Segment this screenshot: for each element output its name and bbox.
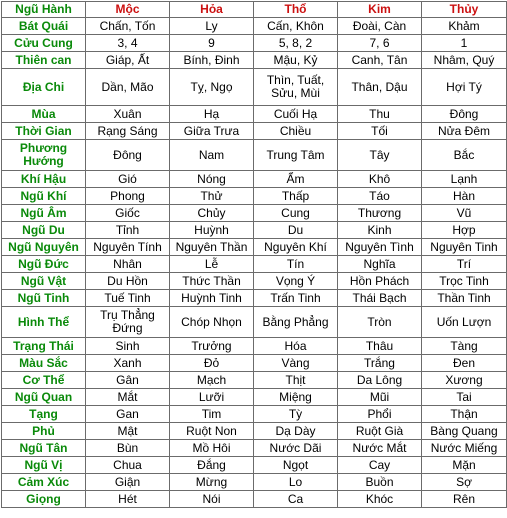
table-cell: Hợp xyxy=(422,222,507,239)
table-cell: Trưởng xyxy=(170,338,254,355)
table-cell: Thương xyxy=(338,205,422,222)
table-cell: Nhâm, Quý xyxy=(422,52,507,69)
table-cell: Nóng xyxy=(170,171,254,188)
table-cell: 9 xyxy=(170,35,254,52)
table-row xyxy=(2,338,507,355)
table-cell: Thử xyxy=(170,188,254,205)
column-header-hoa: Hỏa xyxy=(170,2,254,18)
table-row xyxy=(2,123,507,140)
table-row xyxy=(2,423,507,440)
table-cell: Bùn xyxy=(86,440,170,457)
row-header-cell: Ngũ Nguyên xyxy=(2,239,86,256)
table-cell: Ly xyxy=(170,18,254,35)
table-cell: Cấn, Khôn xyxy=(254,18,338,35)
table-row xyxy=(2,18,507,35)
table-cell: Thái Bạch xyxy=(338,290,422,307)
table-cell: Nhân xyxy=(86,256,170,273)
header-row xyxy=(2,2,507,18)
table-cell: Chiều xyxy=(254,123,338,140)
row-header-cell: Giọng xyxy=(2,491,86,508)
table-cell: Cuối Hạ xyxy=(254,106,338,123)
table-cell: Đoài, Càn xyxy=(338,18,422,35)
table-cell: Chua xyxy=(86,457,170,474)
table-cell: Hạ xyxy=(170,106,254,123)
table-row xyxy=(2,239,507,256)
table-cell: Mậu, Kỷ xyxy=(254,52,338,69)
table-cell: Trọc Tinh xyxy=(422,273,507,290)
table-cell: Uốn Lượn xyxy=(422,307,507,338)
table-cell: Ngọt xyxy=(254,457,338,474)
table-cell: Phổi xyxy=(338,406,422,423)
table-cell: Mặn xyxy=(422,457,507,474)
row-header-cell: Ngũ Tân xyxy=(2,440,86,457)
column-header-moc: Mộc xyxy=(86,2,170,18)
table-cell: Ca xyxy=(254,491,338,508)
table-cell: Nguyên Khí xyxy=(254,239,338,256)
table-cell: Thân, Dậu xyxy=(338,69,422,106)
table-row xyxy=(2,188,507,205)
table-cell: Cung xyxy=(254,205,338,222)
table-cell: Canh, Tân xyxy=(338,52,422,69)
table-row xyxy=(2,372,507,389)
table-row xyxy=(2,491,507,508)
table-cell: Thần Tinh xyxy=(422,290,507,307)
table-cell: Nước Miếng xyxy=(422,440,507,457)
row-header-cell: Cơ Thể xyxy=(2,372,86,389)
table-cell: Dần, Mão xyxy=(86,69,170,106)
table-cell: Đắng xyxy=(170,457,254,474)
table-row xyxy=(2,106,507,123)
table-cell: Nguyên Tính xyxy=(86,239,170,256)
row-header-cell: Ngũ Vị xyxy=(2,457,86,474)
column-header-tho: Thổ xyxy=(254,2,338,18)
table-cell: Nước Dãi xyxy=(254,440,338,457)
table-cell: Chấn, Tốn xyxy=(86,18,170,35)
table-cell: Mạch xyxy=(170,372,254,389)
table-row xyxy=(2,273,507,290)
table-cell: Thu xyxy=(338,106,422,123)
table-cell: Ẩm xyxy=(254,171,338,188)
table-cell: Thịt xyxy=(254,372,338,389)
table-cell: Tỳ xyxy=(254,406,338,423)
table-cell: Trung Tâm xyxy=(254,140,338,171)
table-cell: Da Lông xyxy=(338,372,422,389)
table-cell: Thức Thần xyxy=(170,273,254,290)
table-cell: Mồ Hôi xyxy=(170,440,254,457)
table-cell: Sợ xyxy=(422,474,507,491)
table-cell: Bắc xyxy=(422,140,507,171)
row-header-cell: Thiên can xyxy=(2,52,86,69)
table-cell: Bính, Đinh xyxy=(170,52,254,69)
table-cell: Bằng Phẳng xyxy=(254,307,338,338)
table-cell: Nói xyxy=(170,491,254,508)
row-header-cell: Ngũ Vật xyxy=(2,273,86,290)
row-header-cell: Mùa xyxy=(2,106,86,123)
table-cell: Xanh xyxy=(86,355,170,372)
table-row xyxy=(2,35,507,52)
table-cell: Đông xyxy=(422,106,507,123)
table-row xyxy=(2,440,507,457)
table-cell: 1 xyxy=(422,35,507,52)
table-row xyxy=(2,355,507,372)
table-cell: Cay xyxy=(338,457,422,474)
table-cell: Sinh xyxy=(86,338,170,355)
row-header-cell: Ngũ Du xyxy=(2,222,86,239)
table-cell: Chủy xyxy=(170,205,254,222)
table-row xyxy=(2,205,507,222)
row-header-cell: Bát Quái xyxy=(2,18,86,35)
table-row xyxy=(2,474,507,491)
table-cell: Huỳnh xyxy=(170,222,254,239)
table-cell: Miệng xyxy=(254,389,338,406)
table-cell: Nguyên Tinh xyxy=(422,239,507,256)
row-header-cell: Ngũ Tinh xyxy=(2,290,86,307)
table-cell: Vọng Ý xyxy=(254,273,338,290)
table-row xyxy=(2,290,507,307)
table-cell: Ruột Già xyxy=(338,423,422,440)
table-cell: Trắng xyxy=(338,355,422,372)
table-cell: Tàng xyxy=(422,338,507,355)
table-row xyxy=(2,52,507,69)
table-cell: Giốc xyxy=(86,205,170,222)
table-cell: Rên xyxy=(422,491,507,508)
table-cell: Giáp, Ất xyxy=(86,52,170,69)
table-row xyxy=(2,457,507,474)
row-header-cell: Hình Thể xyxy=(2,307,86,338)
row-header-cell: Tạng xyxy=(2,406,86,423)
table-cell: Hét xyxy=(86,491,170,508)
table-cell: Tuế Tinh xyxy=(86,290,170,307)
table-cell: Trí xyxy=(422,256,507,273)
table-cell: Khóc xyxy=(338,491,422,508)
table-cell: Khảm xyxy=(422,18,507,35)
table-cell: Lễ xyxy=(170,256,254,273)
table-cell: Khô xyxy=(338,171,422,188)
table-cell: Thâu xyxy=(338,338,422,355)
column-header-thuy: Thủy xyxy=(422,2,507,18)
table-cell: Nguyên Thần xyxy=(170,239,254,256)
row-header-cell: Phủ xyxy=(2,423,86,440)
table-cell: Mũi xyxy=(338,389,422,406)
table-cell: Tín xyxy=(254,256,338,273)
table-cell: Đỏ xyxy=(170,355,254,372)
table-cell: Xuân xyxy=(86,106,170,123)
table-cell: Vũ xyxy=(422,205,507,222)
table-cell: Dạ Dày xyxy=(254,423,338,440)
row-header-cell: Màu Sắc xyxy=(2,355,86,372)
table-cell: 5, 8, 2 xyxy=(254,35,338,52)
table-cell: Nam xyxy=(170,140,254,171)
table-cell: 3, 4 xyxy=(86,35,170,52)
table-cell: Gân xyxy=(86,372,170,389)
table-cell: Gan xyxy=(86,406,170,423)
table-cell: Vàng xyxy=(254,355,338,372)
table-cell: Mật xyxy=(86,423,170,440)
five-elements-table xyxy=(1,1,507,508)
table-cell: Bàng Quang xyxy=(422,423,507,440)
table-row xyxy=(2,69,507,106)
table-cell: Lưỡi xyxy=(170,389,254,406)
row-header-cell: Cảm Xúc xyxy=(2,474,86,491)
table-cell: Xương xyxy=(422,372,507,389)
table-row xyxy=(2,171,507,188)
row-header-cell: Khí Hậu xyxy=(2,171,86,188)
table-cell: Huỳnh Tinh xyxy=(170,290,254,307)
table-row xyxy=(2,256,507,273)
table-cell: Hàn xyxy=(422,188,507,205)
table-row xyxy=(2,389,507,406)
table-cell: Đen xyxy=(422,355,507,372)
table-cell: Thấp xyxy=(254,188,338,205)
table-cell: Du xyxy=(254,222,338,239)
row-header-cell: Trạng Thái xyxy=(2,338,86,355)
table-cell: Táo xyxy=(338,188,422,205)
table-cell: Giữa Trưa xyxy=(170,123,254,140)
table-cell: 7, 6 xyxy=(338,35,422,52)
table-cell: Tim xyxy=(170,406,254,423)
row-header-cell: Ngũ Quan xyxy=(2,389,86,406)
table-cell: Tỉnh xyxy=(86,222,170,239)
table-cell: Trụ Thẳng Đứng xyxy=(86,307,170,338)
table-cell: Nửa Đêm xyxy=(422,123,507,140)
row-header-cell: Thời Gian xyxy=(2,123,86,140)
row-header-cell: Địa Chi xyxy=(2,69,86,106)
table-cell: Nước Mắt xyxy=(338,440,422,457)
table-cell: Rạng Sáng xyxy=(86,123,170,140)
table-cell: Du Hồn xyxy=(86,273,170,290)
table-cell: Lo xyxy=(254,474,338,491)
table-cell: Hợi Tý xyxy=(422,69,507,106)
table-cell: Mắt xyxy=(86,389,170,406)
table-cell: Thìn, Tuất, Sửu, Mùi xyxy=(254,69,338,106)
table-cell: Thận xyxy=(422,406,507,423)
row-header-cell: Cửu Cung xyxy=(2,35,86,52)
table-cell: Ruột Non xyxy=(170,423,254,440)
table-cell: Tối xyxy=(338,123,422,140)
row-header-cell: Ngũ Khí xyxy=(2,188,86,205)
table-cell: Tỵ, Ngọ xyxy=(170,69,254,106)
row-header-cell: Ngũ Đức xyxy=(2,256,86,273)
column-header-kim: Kim xyxy=(338,2,422,18)
table-row xyxy=(2,222,507,239)
table-cell: Nghĩa xyxy=(338,256,422,273)
table-row xyxy=(2,307,507,338)
table-cell: Buồn xyxy=(338,474,422,491)
table-cell: Kinh xyxy=(338,222,422,239)
row-header-cell: Ngũ Âm xyxy=(2,205,86,222)
table-cell: Hóa xyxy=(254,338,338,355)
table-cell: Đông xyxy=(86,140,170,171)
table-cell: Mừng xyxy=(170,474,254,491)
table-cell: Tai xyxy=(422,389,507,406)
table-cell: Tròn xyxy=(338,307,422,338)
table-cell: Hồn Phách xyxy=(338,273,422,290)
table-cell: Chóp Nhọn xyxy=(170,307,254,338)
table-cell: Trấn Tinh xyxy=(254,290,338,307)
header-corner-cell: Ngũ Hành xyxy=(2,2,86,18)
table-cell: Gió xyxy=(86,171,170,188)
table-row xyxy=(2,406,507,423)
table-row xyxy=(2,140,507,171)
table-cell: Giận xyxy=(86,474,170,491)
table-cell: Tây xyxy=(338,140,422,171)
table-cell: Nguyên Tình xyxy=(338,239,422,256)
table-cell: Phong xyxy=(86,188,170,205)
table-cell: Lạnh xyxy=(422,171,507,188)
row-header-cell: Phương Hướng xyxy=(2,140,86,171)
